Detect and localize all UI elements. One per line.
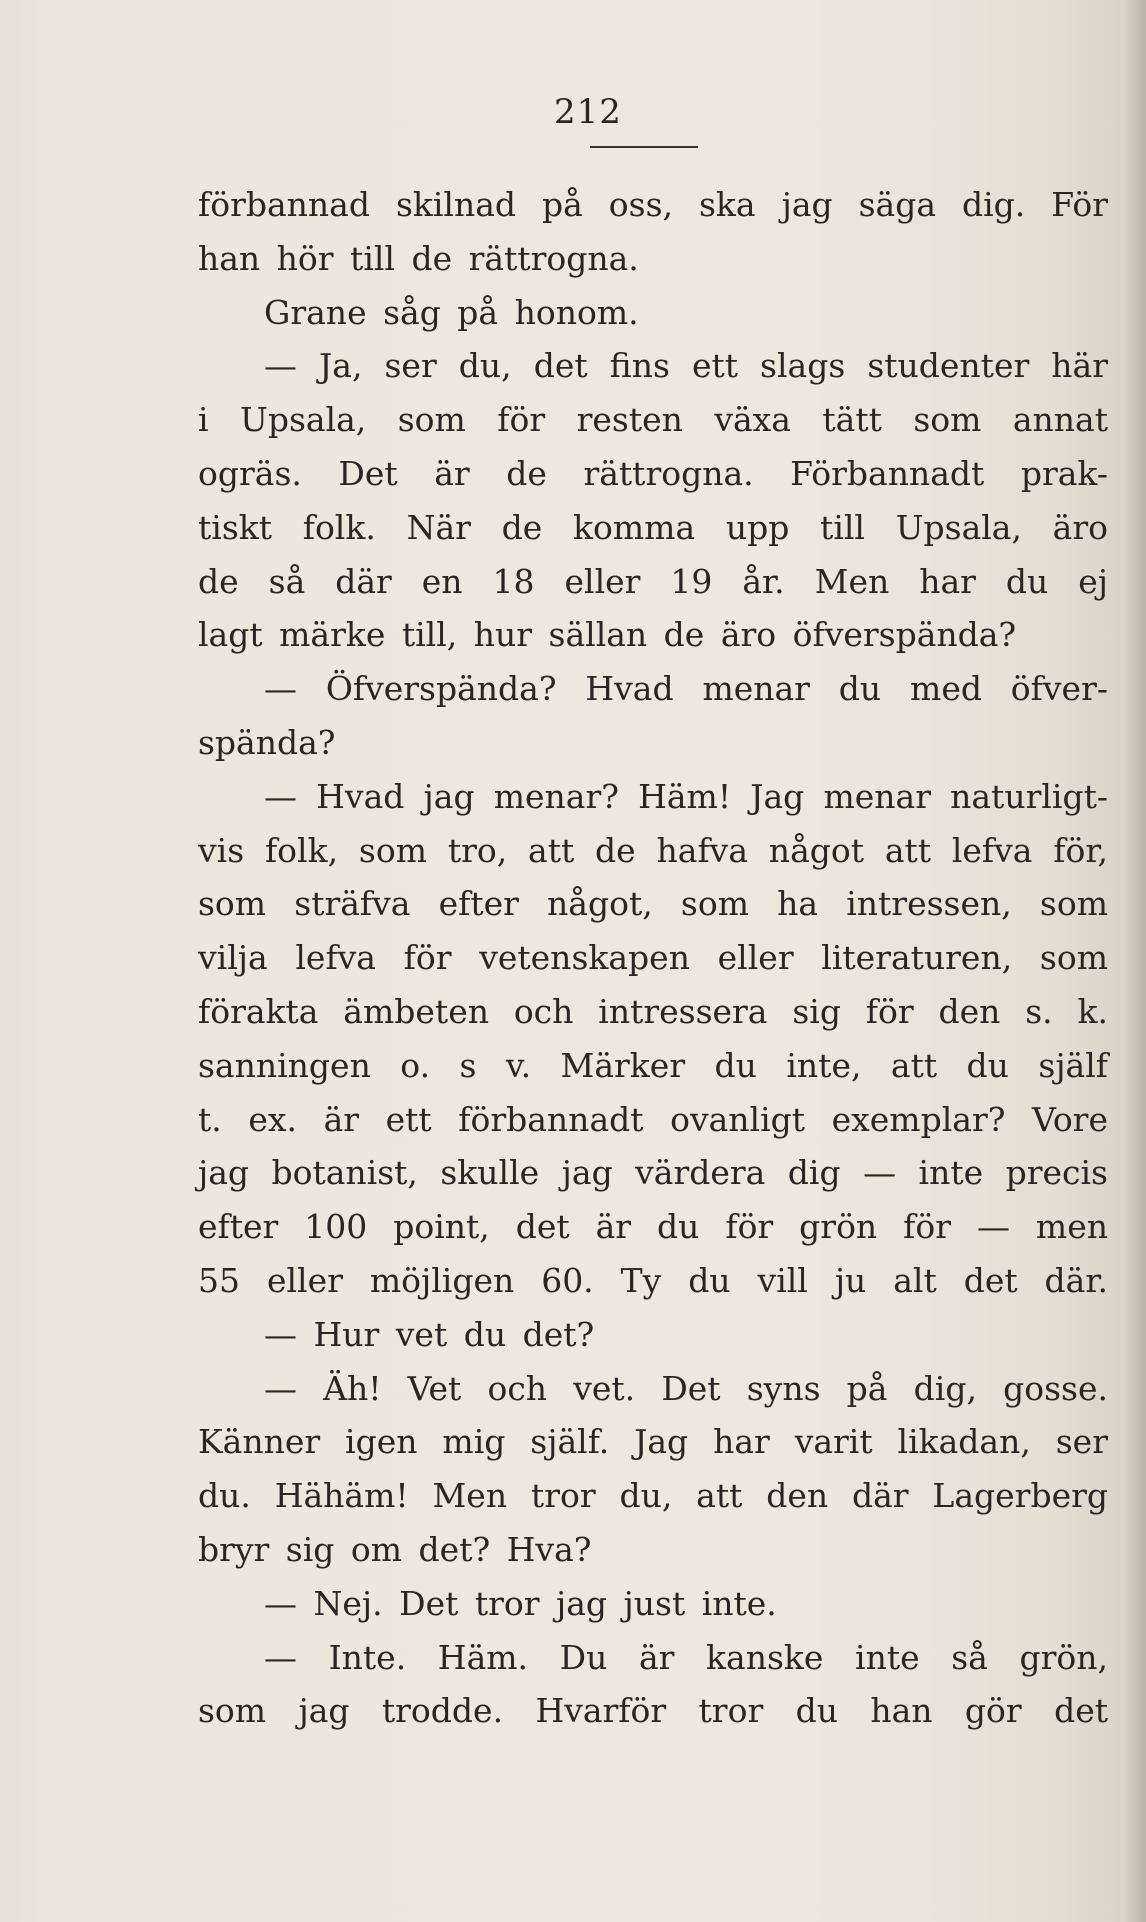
text-line: tiskt folk. När de komma upp till Upsala, äro bbox=[198, 507, 1108, 547]
page-edge-shadow bbox=[1124, 0, 1146, 1922]
page-number: 212 bbox=[554, 92, 622, 132]
page-number-rule bbox=[590, 146, 698, 148]
body-text bbox=[198, 178, 1108, 1738]
text-line: Grane såg på honom. bbox=[264, 292, 639, 332]
text-line: du. Hähäm! Men tror du, att den där Lagerberg bbox=[198, 1476, 1108, 1516]
text-line: — Inte. Häm. Du är kanske inte så grön, bbox=[264, 1637, 1108, 1677]
text-line: — Hur vet du det? bbox=[264, 1314, 595, 1354]
text-line: förbannad skilnad på oss, ska jag säga dig. För bbox=[198, 185, 1108, 224]
text-line: efter 100 point, det är du för grön för — men bbox=[198, 1207, 1108, 1247]
text-line: förakta ämbeten och intressera sig för den s. k. bbox=[198, 991, 1108, 1031]
text-line: sanningen o. s v. Märker du inte, att du själf bbox=[198, 1045, 1108, 1085]
text-line: spända? bbox=[198, 722, 336, 762]
text-line: ogräs. Det är de rättrogna. Förbannadt prak- bbox=[198, 453, 1108, 493]
text-line: — Äh! Vet och vet. Det syns på dig, gosse. bbox=[264, 1368, 1108, 1408]
text-line: — Hvad jag menar? Häm! Jag menar naturligt- bbox=[264, 776, 1108, 816]
text-line: vis folk, som tro, att de hafva något att lefva för, bbox=[198, 830, 1108, 870]
text-line: han hör till de rättrogna. bbox=[198, 238, 639, 278]
text-line: Känner igen mig själf. Jag har varit likadan, ser bbox=[198, 1422, 1108, 1462]
text-line: som jag trodde. Hvarför tror du han gör det bbox=[198, 1691, 1108, 1731]
text-line: de så där en 18 eller 19 år. Men har du ej bbox=[198, 561, 1108, 601]
text-line: — Nej. Det tror jag just inte. bbox=[264, 1583, 777, 1623]
text-line: t. ex. är ett förbannadt ovanligt exemplar? Vore bbox=[198, 1099, 1108, 1139]
text-line: 55 eller möjligen 60. Ty du vill ju alt det där. bbox=[198, 1260, 1108, 1300]
text-line: jag botanist, skulle jag värdera dig — inte precis bbox=[198, 1153, 1108, 1193]
text-line: i Upsala, som för resten växa tätt som annat bbox=[198, 400, 1108, 440]
text-line: lagt märke till, hur sällan de äro öfverspända? bbox=[198, 615, 1017, 655]
text-line: vilja lefva för vetenskapen eller literaturen, som bbox=[198, 938, 1108, 978]
text-line: som sträfva efter något, som ha intressen, som bbox=[198, 884, 1108, 924]
text-line: — Öfverspända? Hvad menar du med öfver- bbox=[264, 669, 1108, 709]
text-line: — Ja, ser du, det fins ett slags studenter här bbox=[264, 346, 1108, 386]
text-line: bryr sig om det? Hva? bbox=[198, 1529, 592, 1569]
